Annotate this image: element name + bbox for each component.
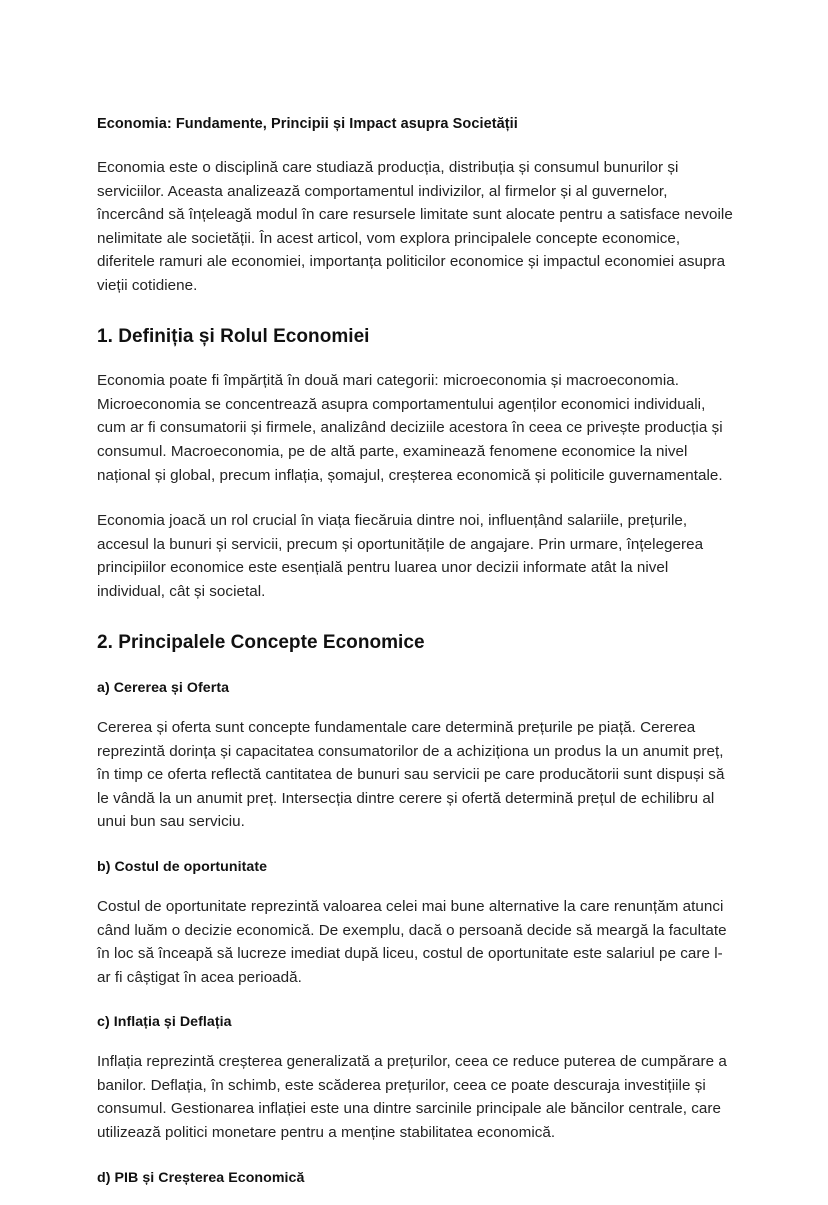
document-title: Economia: Fundamente, Principii și Impact asupra Societății (97, 116, 518, 132)
section-heading-1: 1. Definiția și Rolul Economiei (97, 325, 370, 347)
section-heading-2: 2. Principalele Concepte Economice (97, 631, 425, 653)
subsection-heading-a: a) Cererea și Oferta (97, 680, 230, 697)
section-1-paragraph-1: Economia poate fi împărțită în două mari categorii: microeconomia și macroeconomia. Microeconomia se concentrează asupra comportamentului agenților economici individuali, cum ar fi consumatorii și firmele, analizând deciziile acestora în ceea ce privește producția și consumul. Macroeconomia, pe de altă parte, examinează fenomene economice la nivel național și global, precum inflația, șomajul, creșterea economică și politicile guvernamentale. (97, 372, 723, 484)
subsection-a-paragraph: Cererea și oferta sunt concepte fundamentale care determină prețurile pe piață. Cererea reprezintă dorința și capacitatea consumatorilor de a achiziționa un produs la un anumit preț, în timp ce oferta reflectă cantitatea de bunuri sau servicii pe care producătorii sunt dispuși să le vândă la un anumit preț. Intersecția dintre cerere și ofertă determină prețul de echilibru al unui bun sau serviciu. (97, 719, 725, 831)
subsection-heading-c: c) Inflația și Deflația (97, 1014, 232, 1031)
document-content (97, 114, 734, 1205)
section-1-paragraph-2: Economia joacă un rol crucial în viața fiecăruia dintre noi, influențând salariile, prețurile, accesul la bunuri și servicii, precum și oportunitățile de angajare. Prin urmare, înțelegerea principiilor economice este esențială pentru luarea unor decizii informate atât la nivel individual, cât și societal. (97, 512, 704, 600)
subsection-heading-d: d) PIB și Creșterea Economică (97, 1169, 305, 1186)
subsection-b-paragraph: Costul de oportunitate reprezintă valoarea celei mai bune alternative la care renunțăm atunci când luăm o decizie economică. De exemplu, dacă o persoană decide să meargă la facultate în loc să înceapă să lucreze imediat după liceu, costul de oportunitate este salariul pe care l-ar fi câștigat în acea perioadă. (97, 897, 727, 986)
subsection-heading-b: b) Costul de oportunitate (97, 859, 268, 876)
subsection-c-paragraph: Inflația reprezintă creșterea generalizată a prețurilor, ceea ce reduce puterea de cumpărare a banilor. Deflația, în schimb, este scăderea prețurilor, ceea ce poate descuraja investițiile și consumul. Gestionarea inflației este una dintre sarcinile principale ale băncilor centrale, care utilizează politici monetare pentru a menține stabilitatea economică. (97, 1053, 727, 1141)
intro-paragraph: Economia este o disciplină care studiază producția, distribuția și consumul bunurilor și serviciilor. Aceasta analizează comportamentul indivizilor, al firmelor și al guvernelor, încercând să înțeleagă modul în care resursele limitate sunt alocate pentru a satisface nevoile nelimitate ale societății. În acest articol, vom explora principalele concepte economice, diferitele ramuri ale economiei, importanța politicilor economice și impactul economiei asupra vieții cotidiene. (97, 159, 733, 294)
